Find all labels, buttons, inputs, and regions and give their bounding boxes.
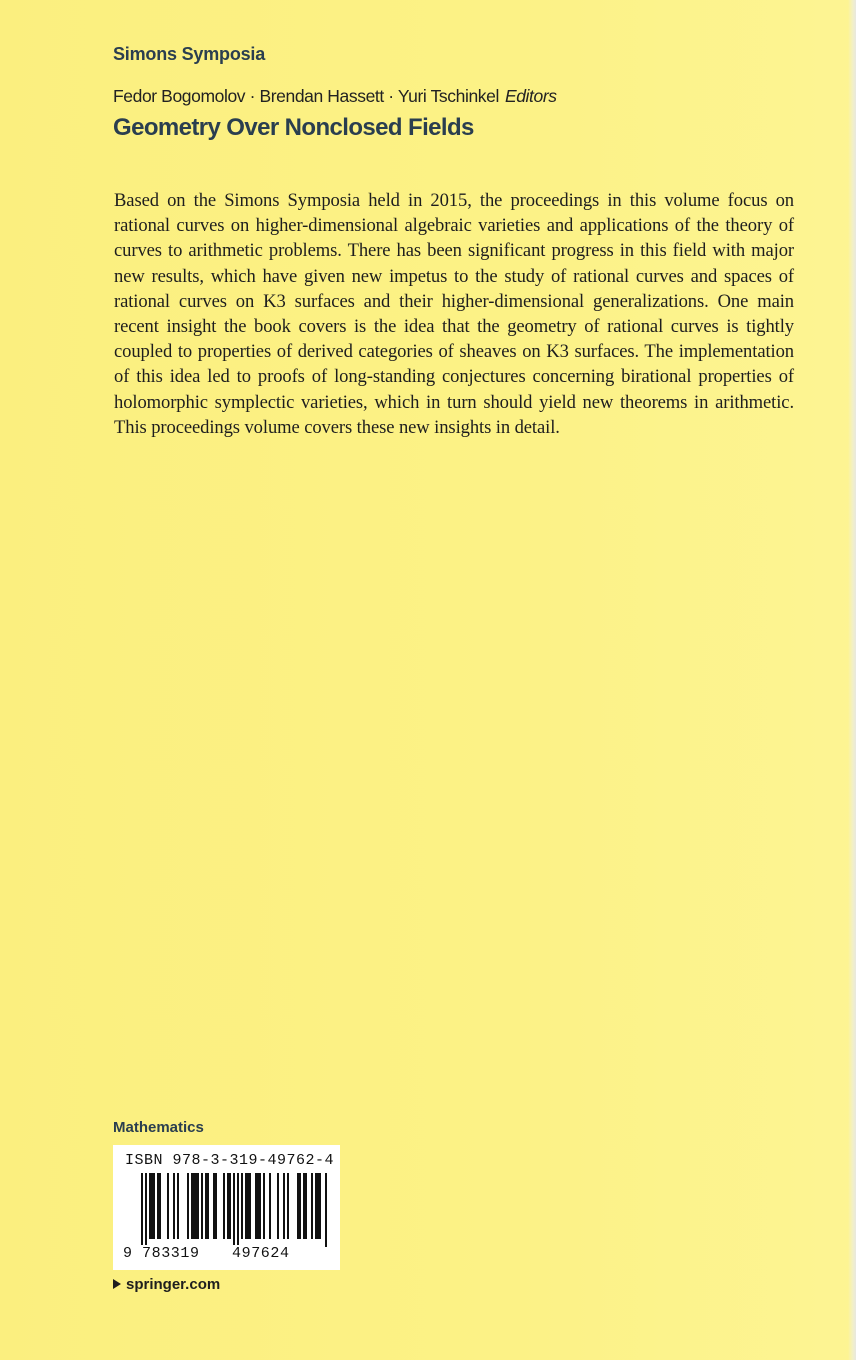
barcode-bar <box>207 1173 209 1239</box>
barcode-digits-left: 783319 <box>142 1245 200 1262</box>
barcode-bar <box>241 1173 243 1239</box>
barcode-bar <box>151 1173 153 1239</box>
barcode-bar <box>195 1173 197 1239</box>
barcode-bar <box>305 1173 307 1239</box>
barcode-bar <box>247 1173 249 1239</box>
barcode-bar <box>317 1173 319 1239</box>
barcode-bar <box>229 1173 231 1239</box>
barcode-bar <box>315 1173 317 1239</box>
barcode-bar <box>245 1173 247 1239</box>
barcode-bar <box>249 1173 251 1239</box>
editors-role: Editors <box>504 86 557 106</box>
barcode-bar <box>303 1173 305 1239</box>
barcode-bar <box>193 1173 195 1239</box>
barcode-guard-bar <box>141 1173 143 1247</box>
page-edge <box>848 0 856 1360</box>
barcode-bar <box>149 1173 151 1239</box>
barcode-bar <box>187 1173 189 1239</box>
barcode-bar <box>287 1173 289 1239</box>
barcode-bar <box>257 1173 259 1239</box>
barcode-bar <box>159 1173 161 1239</box>
barcode-bar <box>197 1173 199 1239</box>
barcode-bar <box>269 1173 271 1239</box>
barcode-guard-bar <box>325 1173 327 1247</box>
barcode-guard-bar <box>237 1173 239 1247</box>
barcode-bar <box>201 1173 203 1239</box>
barcode-bar <box>263 1173 265 1239</box>
barcode-bar <box>205 1173 207 1239</box>
subject-category: Mathematics <box>113 1119 204 1136</box>
barcode-bar <box>299 1173 301 1239</box>
barcode-digit-first: 9 <box>123 1245 133 1262</box>
isbn-barcode <box>113 1145 340 1270</box>
barcode-bar <box>259 1173 261 1239</box>
publisher-website[interactable] <box>113 1276 220 1293</box>
barcode-bar <box>191 1173 193 1239</box>
barcode-bar <box>311 1173 313 1239</box>
editor-names: Fedor Bogomolov · Brendan Hassett · Yuri Tschinkel <box>113 86 499 106</box>
editors-line <box>113 86 557 107</box>
barcode-bar <box>227 1173 229 1239</box>
barcode-guard-bar <box>145 1173 147 1247</box>
barcode-bar <box>223 1173 225 1239</box>
barcode-bar <box>213 1173 215 1239</box>
barcode-bar <box>153 1173 155 1239</box>
barcode-bar <box>297 1173 299 1239</box>
barcode-bar <box>173 1173 175 1239</box>
barcode-bar <box>255 1173 257 1239</box>
book-title: Geometry Over Nonclosed Fields <box>113 114 474 141</box>
book-description: Based on the Simons Symposia held in 2015, the proceedings in this volume focus on rational curves on higher-dimensional algebraic varieties and applications of the theory of curves to arithmetic problems. There has been significant progress in this field with major new results, which have given new impetus to the study of rational curves and spaces of rational curves on K3 surfaces and their higher-dimensional generalizations. One main recent insight the book covers is the idea that the geometry of rational curves is tightly coupled to properties of derived categories of sheaves on K3 surfaces. The implementation of this idea led to proofs of long-standing conjectures concerning birational properties of holomorphic symplectic varieties, which in turn should yield new theorems in arithmetic. This proceedings volume covers these new insights in detail. <box>114 190 794 438</box>
barcode-bar <box>167 1173 169 1239</box>
barcode-guard-bar <box>233 1173 235 1247</box>
series-name: Simons Symposia <box>113 44 266 64</box>
arrow-right-icon <box>113 1279 121 1289</box>
barcode-bar <box>283 1173 285 1239</box>
barcode-digits-right: 497624 <box>232 1245 290 1262</box>
barcode-bars <box>123 1173 329 1255</box>
barcode-bar <box>277 1173 279 1239</box>
isbn-label: ISBN 978-3-319-49762-4 <box>125 1152 335 1169</box>
website-label: springer.com <box>126 1276 221 1293</box>
barcode-bar <box>215 1173 217 1239</box>
barcode-bar <box>157 1173 159 1239</box>
barcode-bar <box>177 1173 179 1239</box>
barcode-bar <box>319 1173 321 1239</box>
